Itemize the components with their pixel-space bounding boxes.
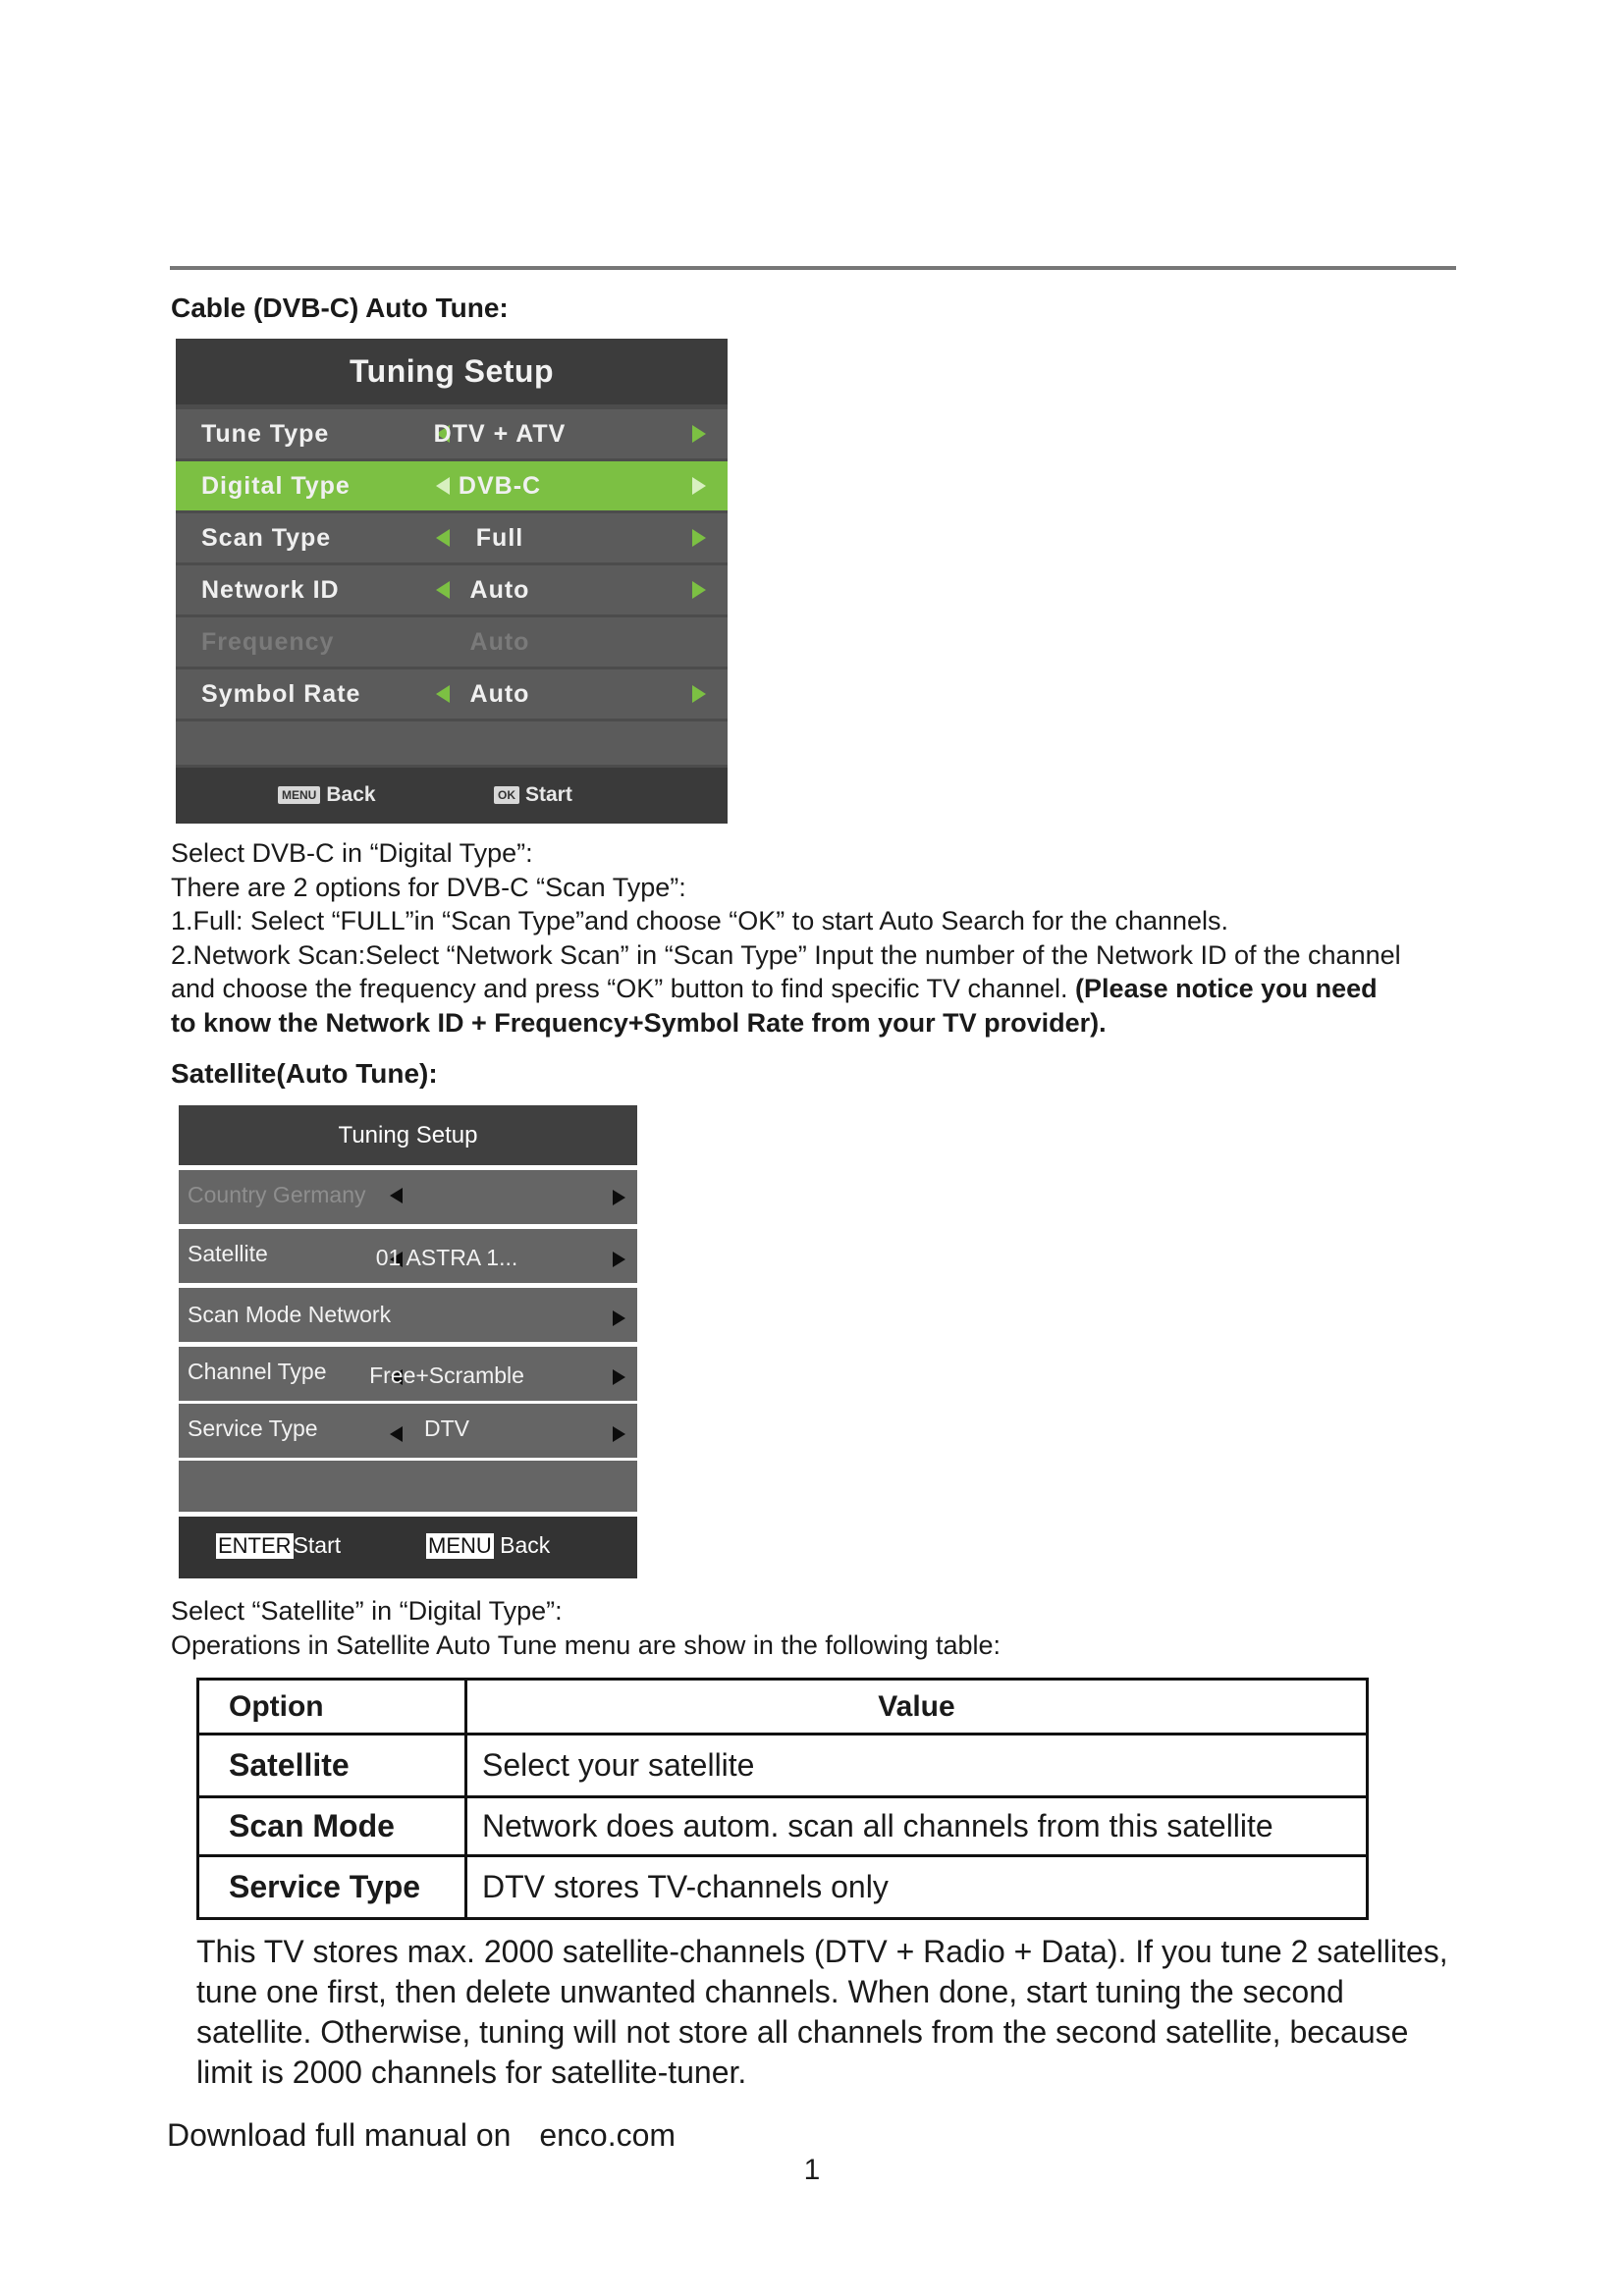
cable-heading: Cable (DVB-C) Auto Tune: [171, 293, 509, 323]
menu-row-digital-type[interactable] [176, 461, 728, 510]
row-label: Digital Type [201, 472, 351, 500]
row-value: Auto [469, 680, 530, 708]
menu-row-network-id[interactable] [176, 565, 728, 614]
menu-row-satellite[interactable] [179, 1229, 637, 1283]
header-option: Option [198, 1680, 466, 1735]
arrow-right-icon [613, 1190, 625, 1205]
row-label: Symbol Rate [201, 680, 361, 708]
row-label: Service Type [188, 1415, 318, 1441]
cable-tuning-menu [176, 339, 728, 824]
text-line: limit is 2000 channels for satellite-tuner. [196, 2055, 747, 2090]
cell-value: Network does autom. scan all channels from this satellite [466, 1797, 1368, 1856]
cell-value: Select your satellite [466, 1735, 1368, 1797]
menu-row-channel-type[interactable] [179, 1347, 637, 1401]
storage-note [196, 1932, 1448, 2093]
arrow-right-icon[interactable] [692, 529, 706, 547]
arrow-right-icon[interactable] [692, 477, 706, 495]
text-line: This TV stores max. 2000 satellite-channels (DTV + Radio + Data). If you tune 2 satellites, [196, 1934, 1448, 1969]
options-table [196, 1678, 1369, 1920]
arrow-right-icon[interactable] [613, 1426, 625, 1442]
menu-key-icon: MENU [278, 786, 320, 804]
satellite-tuning-menu [179, 1105, 637, 1578]
row-value: Free+Scramble [369, 1362, 524, 1388]
row-label: Satellite [188, 1241, 268, 1266]
text-bold: (Please notice you need [1075, 974, 1378, 1003]
cell-option: Satellite [198, 1735, 466, 1797]
text-bold: to know the Network ID + Frequency+Symbol Rate from your TV provider). [171, 1007, 1107, 1038]
menu-row-symbol-rate[interactable] [176, 669, 728, 719]
table-row [198, 1797, 1368, 1856]
start-hint[interactable] [494, 783, 572, 807]
row-value: Auto [469, 628, 530, 656]
menu-footer [179, 1517, 637, 1578]
row-value: DTV + ATV [433, 420, 567, 448]
table-row [198, 1856, 1368, 1919]
enter-key-icon: ENTER [218, 1533, 292, 1558]
row-label: Frequency [201, 628, 335, 656]
text-line: Select DVB-C in “Digital Type”: [171, 838, 533, 868]
text-line: satellite. Otherwise, tuning will not store all channels from the second satellite, because [196, 2014, 1409, 2050]
start-hint[interactable] [216, 1532, 341, 1559]
menu-title: Tuning Setup [176, 339, 728, 404]
row-label: Scan Mode Network [188, 1302, 392, 1327]
cell-value: DTV stores TV-channels only [466, 1856, 1368, 1919]
row-label: Scan Type [201, 524, 332, 552]
menu-row-service-type[interactable] [179, 1404, 637, 1458]
arrow-right-icon[interactable] [692, 581, 706, 599]
arrow-right-icon[interactable] [613, 1310, 625, 1326]
menu-row-scan-mode[interactable] [179, 1288, 637, 1342]
menu-row-tune-type[interactable] [176, 409, 728, 458]
arrow-right-icon[interactable] [613, 1369, 625, 1385]
back-label: Back [500, 1532, 551, 1558]
row-label: Tune Type [201, 420, 330, 448]
row-value: DTV [424, 1415, 469, 1441]
text-line: Operations in Satellite Auto Tune menu are show in the following table: [171, 1629, 1001, 1660]
site-link[interactable]: enco.com [539, 2117, 677, 2153]
row-value: 01 ASTRA 1... [375, 1245, 518, 1270]
text-line: Select “Satellite” in “Digital Type”: [171, 1596, 563, 1626]
text-line: There are 2 options for DVB-C “Scan Type”: [171, 872, 686, 902]
header-value: Value [466, 1680, 1368, 1735]
cable-instructions [171, 836, 1401, 1040]
row-label: Channel Type [188, 1359, 327, 1384]
download-footer [167, 2117, 676, 2154]
text-line: 2.Network Scan:Select “Network Scan” in “Scan Type” Input the number of the Network ID of the channel [171, 939, 1401, 970]
page-number: 1 [803, 2154, 821, 2186]
text-normal: and choose the frequency and press “OK” button to find specific TV channel. [171, 974, 1076, 1003]
back-hint[interactable] [278, 783, 376, 807]
arrow-left-icon [390, 1188, 403, 1203]
menu-row-frequency [176, 617, 728, 667]
row-value: Auto [469, 576, 530, 604]
row-value: Full [475, 524, 524, 552]
back-hint[interactable] [426, 1532, 550, 1559]
menu-title: Tuning Setup [179, 1105, 637, 1165]
menu-footer [176, 768, 728, 824]
menu-row-empty [179, 1461, 637, 1512]
row-label: Country Germany [188, 1182, 366, 1207]
top-rule [170, 266, 1456, 270]
row-value: DVB-C [458, 472, 542, 500]
text-line [171, 972, 1401, 1006]
table-row [198, 1735, 1368, 1797]
cell-option: Service Type [198, 1856, 466, 1919]
row-label: Network ID [201, 576, 340, 604]
back-label: Back [326, 783, 376, 806]
text-line [171, 1006, 1401, 1041]
menu-row-country [179, 1170, 637, 1224]
arrow-right-icon[interactable] [613, 1252, 625, 1267]
download-text: Download full manual on [167, 2117, 512, 2153]
start-label: Start [525, 783, 572, 806]
menu-row-scan-type[interactable] [176, 513, 728, 562]
text-line: tune one first, then delete unwanted channels. When done, start tuning the second [196, 1974, 1344, 2009]
satellite-heading: Satellite(Auto Tune): [171, 1058, 438, 1089]
text-line: 1.Full: Select “FULL”in “Scan Type”and choose “OK” to start Auto Search for the channels. [171, 906, 1229, 935]
menu-row-empty [176, 721, 728, 765]
arrow-right-icon[interactable] [692, 425, 706, 443]
arrow-right-icon[interactable] [692, 685, 706, 703]
table-header-row [198, 1680, 1368, 1735]
cell-option: Scan Mode [198, 1797, 466, 1856]
ok-key-icon: OK [494, 786, 519, 804]
satellite-instructions [171, 1594, 1001, 1662]
start-label: Start [293, 1532, 342, 1558]
menu-key-icon: MENU [428, 1533, 492, 1558]
